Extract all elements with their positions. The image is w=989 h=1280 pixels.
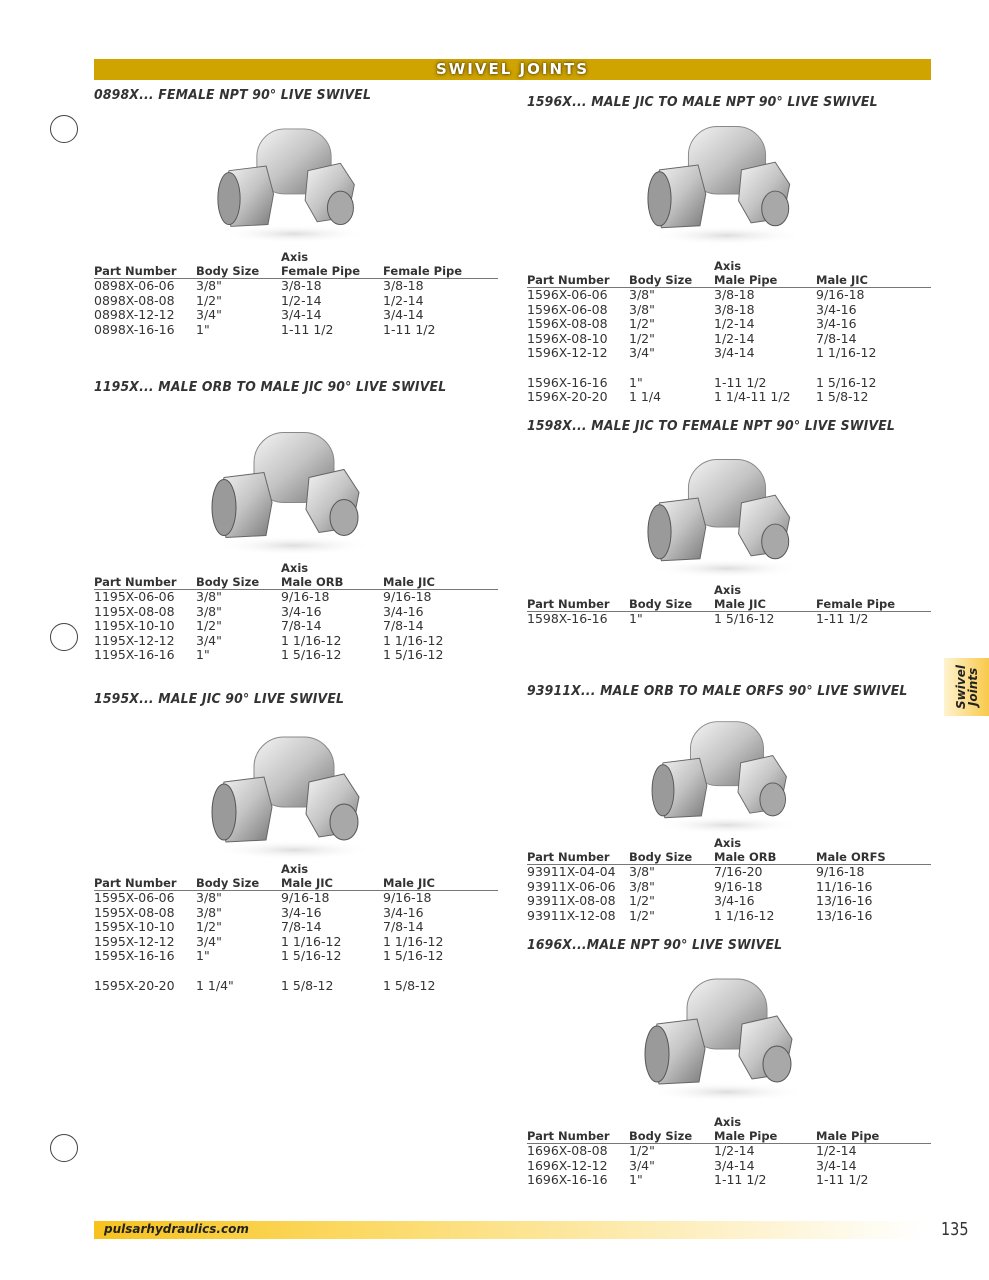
table-cell: 1 1/4-11 1/2	[714, 389, 791, 405]
table-cell: 1195X-12-12	[94, 632, 175, 648]
table-cell: 3/8"	[196, 890, 222, 905]
table-cell: 1 5/16-12	[383, 647, 444, 663]
table-cell: 3/4-14	[714, 1157, 755, 1173]
table-cell: 9/16-18	[714, 878, 763, 894]
table-row	[94, 634, 498, 649]
table-cell: 7/8-14	[281, 618, 322, 634]
table-cell: 1596X-08-10	[527, 330, 608, 346]
table-cell: 1 5/16-12	[281, 948, 342, 964]
table-header	[527, 850, 931, 865]
table-header	[94, 575, 498, 590]
table-cell: 93911X-06-06	[527, 878, 616, 894]
column-header: Male JIC	[714, 597, 766, 611]
table-cell: 3/8-18	[714, 301, 755, 317]
table-cell: 1 1/4	[629, 389, 662, 405]
section-title: 1598X... MALE JIC TO FEMALE NPT 90° LIVE SWIVEL	[527, 418, 896, 434]
table-cell: 1195X-08-08	[94, 603, 175, 619]
column-header: Male JIC	[281, 876, 333, 890]
table-row	[94, 590, 498, 605]
table-cell: 1/2-14	[714, 1143, 755, 1158]
table-cell: 1696X-08-08	[527, 1143, 608, 1158]
table-row	[527, 317, 931, 332]
table-cell: 1/2"	[629, 316, 655, 332]
table-row	[527, 1173, 931, 1188]
section-title: 1195X... MALE ORB TO MALE JIC 90° LIVE SWIVEL	[94, 379, 447, 395]
table-cell: 3/8-18	[383, 278, 424, 293]
table-cell: 1-11 1/2	[383, 321, 436, 337]
table-cell: 1/2"	[629, 907, 655, 923]
row-spacer	[527, 361, 931, 376]
table-cell: 3/4"	[196, 933, 222, 949]
table-cell: 0898X-16-16	[94, 321, 175, 337]
column-header: Part Number	[527, 597, 610, 611]
table-row	[527, 332, 931, 347]
table-cell: 9/16-18	[383, 890, 432, 905]
axis-label: Axis	[714, 836, 742, 850]
table-cell: 3/4-14	[281, 307, 322, 323]
column-header: Male Pipe	[714, 273, 778, 287]
table-cell: 1 5/16-12	[816, 374, 877, 390]
binder-hole	[50, 1134, 78, 1162]
table-cell: 1/2"	[629, 1143, 655, 1158]
table-cell: 1595X-08-08	[94, 904, 175, 920]
table-cell: 1598X-16-16	[527, 611, 608, 626]
table-header	[527, 597, 931, 612]
table-cell: 1"	[629, 611, 643, 626]
table-header	[527, 1129, 931, 1144]
table-cell: 1195X-06-06	[94, 589, 175, 604]
table-row	[527, 288, 931, 303]
table-cell: 1595X-20-20	[94, 977, 175, 993]
table-cell: 3/8"	[629, 878, 655, 894]
table-header	[94, 876, 498, 891]
binder-hole	[50, 115, 78, 143]
table-row	[94, 906, 498, 921]
table-cell: 1/2-14	[281, 292, 322, 308]
axis-label: Axis	[281, 250, 309, 264]
table-header	[527, 273, 931, 288]
table-cell: 1/2"	[196, 618, 222, 634]
fitting-image	[627, 708, 827, 836]
table-cell: 1 5/16-12	[714, 611, 775, 626]
table-cell: 1596X-06-08	[527, 301, 608, 317]
table-cell: 1 1/4"	[196, 977, 234, 993]
table-cell: 1 1/16-12	[714, 907, 775, 923]
table-row	[527, 390, 931, 405]
table-cell: 1 1/16-12	[281, 933, 342, 949]
fitting-image	[627, 958, 827, 1110]
table-cell: 1"	[196, 647, 210, 663]
table-cell: 9/16-18	[383, 589, 432, 604]
table-cell: 1696X-12-12	[527, 1157, 608, 1173]
column-header: Part Number	[527, 850, 610, 864]
table-row	[94, 294, 498, 309]
axis-label: Axis	[281, 862, 309, 876]
table-cell: 3/4"	[196, 632, 222, 648]
table-row	[527, 1159, 931, 1174]
table-cell: 1-11 1/2	[714, 1172, 767, 1188]
table-cell: 3/8"	[196, 589, 222, 604]
column-header: Body Size	[196, 575, 260, 589]
banner-title: SWIVEL JOINTS	[435, 60, 590, 78]
table-cell: 1/2"	[629, 330, 655, 346]
table-cell: 3/4-16	[383, 603, 424, 619]
table-cell: 3/8"	[196, 603, 222, 619]
column-header: Part Number	[527, 273, 610, 287]
column-header: Male JIC	[383, 575, 435, 589]
column-header: Female Pipe	[383, 264, 463, 278]
table-cell: 1"	[629, 1172, 643, 1188]
table-cell: 1 5/16-12	[281, 647, 342, 663]
fitting-image	[627, 112, 827, 247]
fitting-image	[627, 445, 827, 580]
table-cell: 1 5/8-12	[383, 977, 436, 993]
table-cell: 3/8"	[196, 278, 222, 293]
axis-label: Axis	[714, 583, 742, 597]
table-cell: 1-11 1/2	[816, 1172, 869, 1188]
column-header: Female Pipe	[281, 264, 361, 278]
table-row	[94, 308, 498, 323]
table-cell: 1596X-08-08	[527, 316, 608, 332]
column-header: Male ORB	[281, 575, 344, 589]
table-cell: 3/8-18	[714, 287, 755, 302]
table-cell: 1/2"	[629, 893, 655, 909]
axis-label: Axis	[281, 561, 309, 575]
table-cell: 1 5/8-12	[281, 977, 334, 993]
table-cell: 13/16-16	[816, 893, 873, 909]
table-cell: 1-11 1/2	[816, 611, 869, 626]
column-header: Part Number	[94, 575, 177, 589]
table-cell: 3/8-18	[281, 278, 322, 293]
table-cell: 3/4-14	[714, 345, 755, 361]
table-cell: 3/4-16	[281, 904, 322, 920]
column-header: Body Size	[196, 876, 260, 890]
table-row	[527, 303, 931, 318]
table-cell: 3/4-16	[383, 904, 424, 920]
table-cell: 93911X-12-08	[527, 907, 616, 923]
table-row	[527, 909, 931, 924]
table-cell: 3/4"	[196, 307, 222, 323]
table-cell: 3/8"	[629, 301, 655, 317]
table-cell: 9/16-18	[281, 890, 330, 905]
table-row	[527, 880, 931, 895]
column-header: Body Size	[196, 264, 260, 278]
table-cell: 0898X-06-06	[94, 278, 175, 293]
table-row	[94, 605, 498, 620]
website-link[interactable]: pulsarhydraulics.com	[104, 1222, 249, 1236]
table-cell: 1595X-12-12	[94, 933, 175, 949]
table-cell: 93911X-08-08	[527, 893, 616, 909]
table-cell: 1 1/16-12	[816, 345, 877, 361]
table-cell: 1/2-14	[816, 1143, 857, 1158]
table-row	[94, 979, 498, 994]
table-cell: 3/8"	[629, 864, 655, 879]
table-cell: 7/16-20	[714, 864, 763, 879]
axis-label: Axis	[714, 259, 742, 273]
column-header: Male Pipe	[714, 1129, 778, 1143]
table-cell: 1596X-20-20	[527, 389, 608, 405]
table-header	[94, 264, 498, 279]
section-title: 1595X... MALE JIC 90° LIVE SWIVEL	[94, 691, 345, 707]
section-title: 1596X... MALE JIC TO MALE NPT 90° LIVE SWIVEL	[527, 94, 878, 110]
table-cell: 1"	[196, 321, 210, 337]
table-cell: 1 5/16-12	[383, 948, 444, 964]
column-header: Part Number	[94, 876, 177, 890]
table-cell: 13/16-16	[816, 907, 873, 923]
table-cell: 3/8"	[196, 904, 222, 920]
page-number: 135	[941, 1219, 969, 1240]
table-row	[527, 865, 931, 880]
column-header: Body Size	[629, 597, 693, 611]
table-row	[527, 894, 931, 909]
table-cell: 1595X-06-06	[94, 890, 175, 905]
table-cell: 1596X-16-16	[527, 374, 608, 390]
table-cell: 1"	[629, 374, 643, 390]
section-banner	[94, 59, 931, 80]
table-cell: 1596X-12-12	[527, 345, 608, 361]
table-cell: 1/2"	[196, 919, 222, 935]
section-title: 93911X... MALE ORB TO MALE ORFS 90° LIVE SWIVEL	[527, 683, 908, 699]
table-cell: 3/4-16	[816, 301, 857, 317]
table-cell: 1 1/16-12	[383, 933, 444, 949]
fitting-image	[194, 722, 394, 862]
table-cell: 3/4-16	[281, 603, 322, 619]
table-cell: 1/2"	[196, 292, 222, 308]
table-cell: 1/2-14	[383, 292, 424, 308]
table-cell: 93911X-04-04	[527, 864, 616, 879]
table-cell: 3/4"	[629, 345, 655, 361]
fitting-image	[194, 415, 394, 560]
row-spacer	[94, 964, 498, 979]
column-header: Body Size	[629, 273, 693, 287]
column-header: Male ORB	[714, 850, 777, 864]
section-title: 0898X... FEMALE NPT 90° LIVE SWIVEL	[94, 87, 372, 103]
column-header: Part Number	[527, 1129, 610, 1143]
table-cell: 1 1/16-12	[383, 632, 444, 648]
table-cell: 1"	[196, 948, 210, 964]
table-cell: 9/16-18	[816, 864, 865, 879]
table-cell: 0898X-08-08	[94, 292, 175, 308]
table-cell: 1-11 1/2	[281, 321, 334, 337]
table-cell: 7/8-14	[281, 919, 322, 935]
column-header: Male Pipe	[816, 1129, 880, 1143]
table-row	[94, 920, 498, 935]
footer-bar	[94, 1221, 924, 1239]
binder-hole	[50, 623, 78, 651]
table-cell: 1596X-06-06	[527, 287, 608, 302]
table-cell: 7/8-14	[383, 618, 424, 634]
table-row	[527, 1144, 931, 1159]
table-row	[94, 935, 498, 950]
table-cell: 7/8-14	[383, 919, 424, 935]
table-cell: 7/8-14	[816, 330, 857, 346]
table-cell: 11/16-16	[816, 878, 873, 894]
column-header: Male ORFS	[816, 850, 886, 864]
table-cell: 1/2-14	[714, 316, 755, 332]
table-cell: 9/16-18	[281, 589, 330, 604]
column-header: Body Size	[629, 850, 693, 864]
table-row	[94, 619, 498, 634]
table-cell: 3/8"	[629, 287, 655, 302]
side-tab-swivel-joints[interactable]: Swivel Joints	[944, 658, 989, 716]
table-cell: 1-11 1/2	[714, 374, 767, 390]
table-cell: 1595X-10-10	[94, 919, 175, 935]
table-cell: 1195X-10-10	[94, 618, 175, 634]
table-row	[94, 949, 498, 964]
table-cell: 3/4-16	[816, 316, 857, 332]
table-cell: 1/2-14	[714, 330, 755, 346]
table-cell: 1595X-16-16	[94, 948, 175, 964]
column-header: Male JIC	[816, 273, 868, 287]
section-title: 1696X...MALE NPT 90° LIVE SWIVEL	[527, 937, 783, 953]
table-cell: 3/4"	[629, 1157, 655, 1173]
table-cell: 3/4-14	[816, 1157, 857, 1173]
axis-label: Axis	[714, 1115, 742, 1129]
table-row	[94, 279, 498, 294]
table-row	[527, 376, 931, 391]
table-cell: 1696X-16-16	[527, 1172, 608, 1188]
column-header: Part Number	[94, 264, 177, 278]
table-cell: 0898X-12-12	[94, 307, 175, 323]
table-row	[94, 648, 498, 663]
table-row	[94, 891, 498, 906]
column-header: Male JIC	[383, 876, 435, 890]
table-row	[527, 612, 931, 627]
fitting-image	[194, 115, 394, 245]
table-cell: 1 5/8-12	[816, 389, 869, 405]
table-cell: 1 1/16-12	[281, 632, 342, 648]
table-row	[527, 346, 931, 361]
table-cell: 3/4-14	[383, 307, 424, 323]
column-header: Female Pipe	[816, 597, 896, 611]
column-header: Body Size	[629, 1129, 693, 1143]
table-cell: 9/16-18	[816, 287, 865, 302]
table-cell: 3/4-16	[714, 893, 755, 909]
table-cell: 1195X-16-16	[94, 647, 175, 663]
table-row	[94, 323, 498, 338]
